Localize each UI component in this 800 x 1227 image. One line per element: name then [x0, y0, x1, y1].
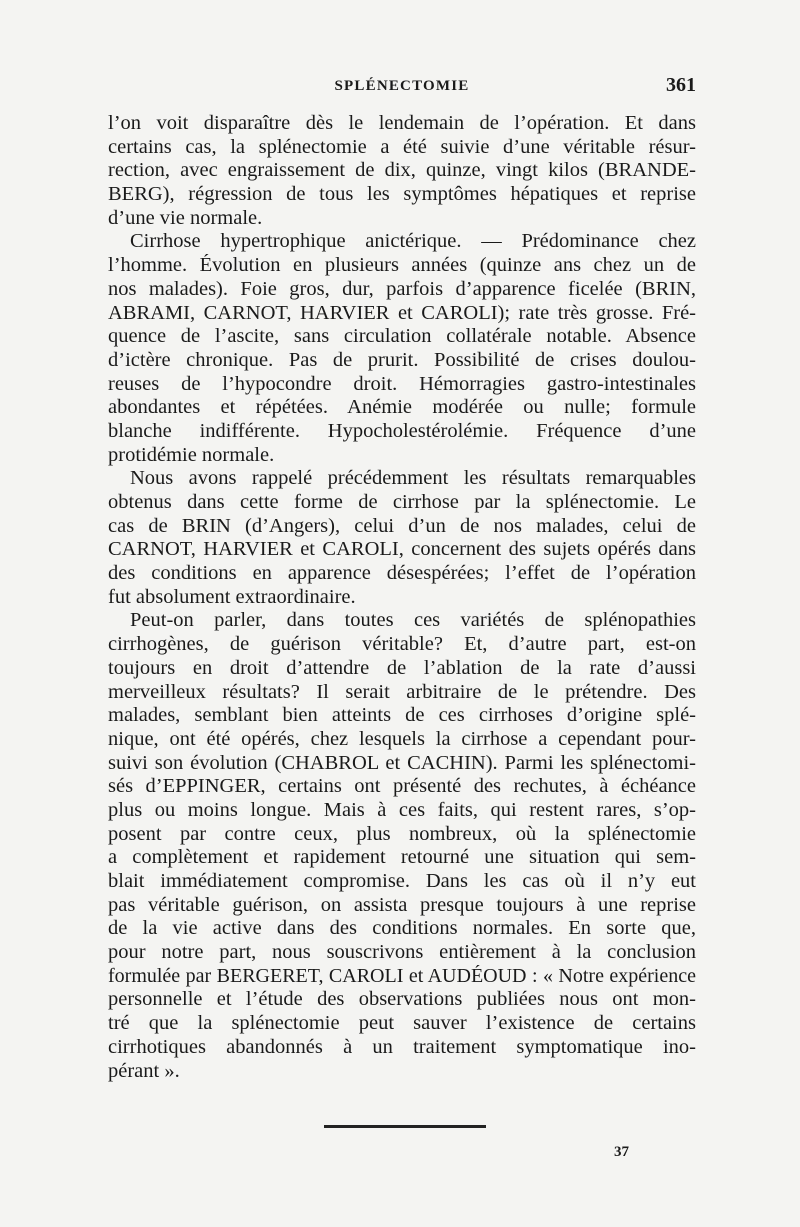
text-line: obtenus dans cette forme de cirrhose par la splénectomie. Le [108, 491, 696, 513]
page-header [108, 74, 696, 104]
text-line: personnelle et l’étude des observations publiées nous ont mon- [108, 988, 696, 1011]
running-title: SPLÉNECTOMIE [334, 78, 470, 94]
text-line: rection, avec engraissement de dix, quinze, vingt kilos (BRANDE- [108, 159, 696, 182]
text-line: blait immédiatement compromise. Dans les cas où il n’y eut [108, 870, 696, 892]
text-line: cirrhogènes, de guérison véritable? Et, d’autre part, est-on [108, 633, 696, 656]
text-line: posent par contre ceux, plus nombreux, où la splénectomie [108, 822, 696, 845]
text-line: pour notre part, nous souscrivons entièrement à la conclusion [108, 941, 696, 964]
text-line: protidémie normale. [108, 443, 275, 466]
text-line: des conditions en apparence désespérées; l’effet de l’opération [108, 562, 696, 585]
text-line: Cirrhose hypertrophique anictérique. — Prédominance chez [130, 230, 696, 253]
text-line: de la vie active dans des conditions normales. En sorte que, [108, 917, 696, 940]
text-line: sés d’EPPINGER, certains ont présenté des rechutes, à échéance [108, 775, 696, 798]
text-line: nique, ont été opérés, chez lesquels la cirrhose a cependant pour- [108, 727, 696, 750]
text-line: d’ictère chronique. Pas de prurit. Possibilité de crises doulou- [108, 348, 696, 371]
text-line: d’une vie normale. [108, 206, 263, 229]
text-line: Nous avons rappelé précédemment les résultats remarquables [130, 467, 696, 490]
text-line: formulée par BERGERET, CAROLI et AUDÉOUD : « Notre expérience [108, 964, 696, 987]
text-line: suivi son évolution (CHABROL et CACHIN). Parmi les splénectomi- [108, 751, 696, 774]
text-line: pérant ». [108, 1059, 180, 1082]
text-line: CARNOT, HARVIER et CAROLI, concernent des sujets opérés dans [108, 538, 696, 561]
text-line: pas véritable guérison, on assista presque toujours à une reprise [108, 893, 696, 916]
text-line: l’homme. Évolution en plusieurs années (quinze ans chez un de [108, 254, 696, 277]
body-text [108, 112, 696, 1083]
text-line: cas de BRIN (d’Angers), celui d’un de nos malades, celui de [108, 514, 696, 537]
text-line: malades, semblant bien atteints de ces cirrhoses d’origine splé- [108, 704, 696, 727]
text-line: tré que la splénectomie peut sauver l’existence de certains [108, 1012, 696, 1035]
text-line: fut absolument extraordinaire. [108, 585, 356, 608]
text-line: nos malades). Foie gros, dur, parfois d’apparence ficelée (BRIN, [108, 277, 696, 300]
text-line: quence de l’ascite, sans circulation collatérale notable. Absence [108, 325, 696, 348]
text-line: l’on voit disparaître dès le lendemain de l’opération. Et dans [108, 112, 696, 134]
text-line: BERG), régression de tous les symptômes hépatiques et reprise [108, 183, 696, 206]
text-line: abondantes et répétées. Anémie modérée ou nulle; formule [108, 396, 696, 419]
text-line: reuses de l’hypocondre droit. Hémorragies gastro-intestinales [108, 372, 696, 395]
page-number: 361 [666, 74, 696, 96]
text-line: toujours en droit d’attendre de l’ablation de la rate d’aussi [108, 656, 696, 679]
signature-mark: 37 [614, 1144, 629, 1160]
text-line: cirrhotiques abandonnés à un traitement symptomatique ino- [108, 1035, 696, 1058]
text-line: Peut-on parler, dans toutes ces variétés de splénopathies [130, 609, 696, 632]
text-line: merveilleux résultats? Il serait arbitraire de le prétendre. Des [108, 680, 696, 703]
text-line: a complètement et rapidement retourné une situation qui sem- [108, 846, 696, 869]
text-line: ABRAMI, CARNOT, HARVIER et CAROLI); rate très grosse. Fré- [108, 301, 696, 324]
end-rule [324, 1125, 486, 1128]
text-line: certains cas, la splénectomie a été suivie d’une véritable résur- [108, 135, 696, 158]
text-line: blanche indifférente. Hypocholestérolémie. Fréquence d’une [108, 419, 696, 442]
text-line: plus ou moins longue. Mais à ces faits, qui restent rares, s’op- [108, 798, 696, 821]
